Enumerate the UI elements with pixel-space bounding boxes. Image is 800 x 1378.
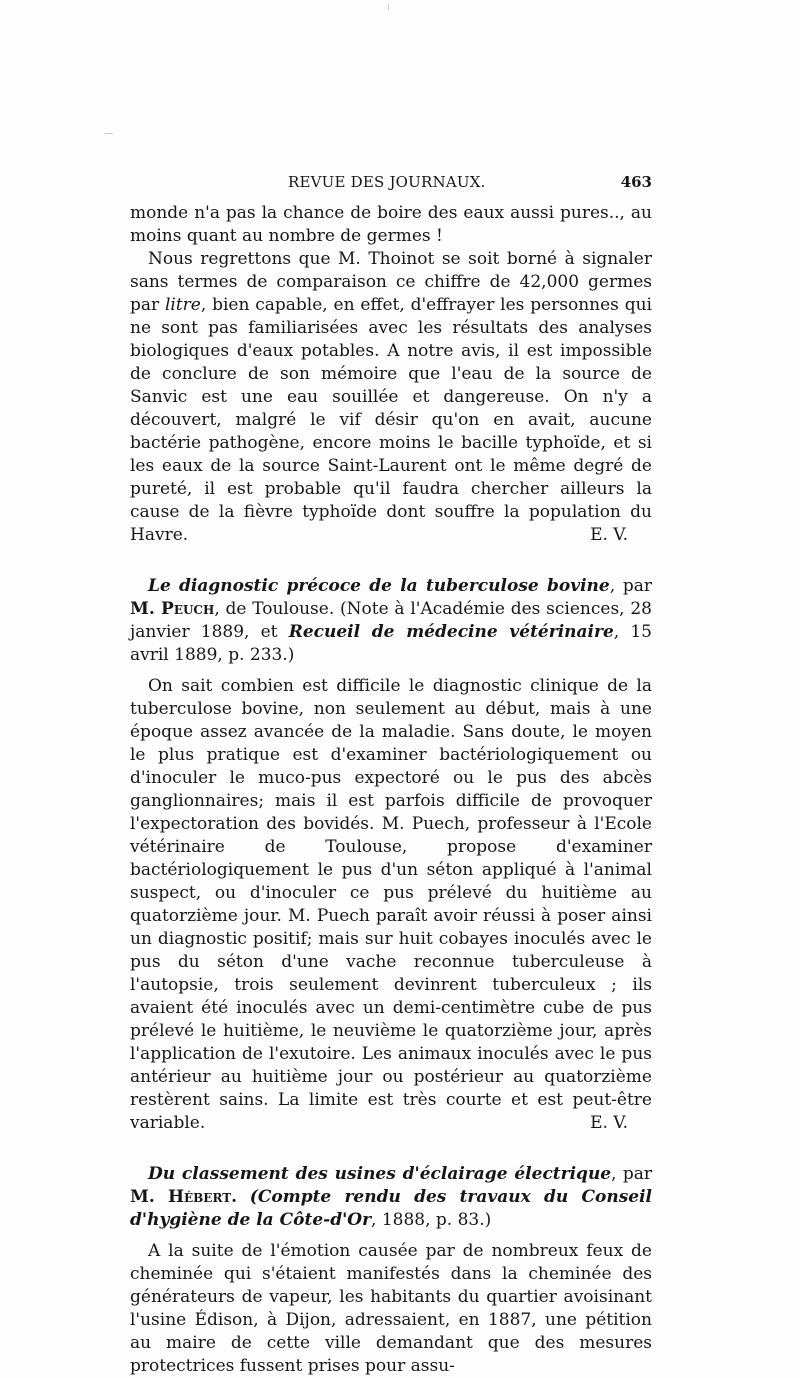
article-author: M. Hébert. xyxy=(130,1187,238,1207)
running-title: REVUE DES JOURNAUX. xyxy=(288,173,486,191)
byline-text: , par xyxy=(611,1164,652,1184)
margin-mark xyxy=(105,133,113,134)
paragraph-text: Nous regrettons que M. Thoinot se soit borné à signaler sans termes de comparaison ce chiffre de 42,000 germes par xyxy=(130,249,652,315)
signature: E. V. xyxy=(590,525,628,545)
article-heading xyxy=(130,575,652,667)
page-body xyxy=(130,202,652,1378)
paragraph: A la suite de l'émotion causée par de nombreux feux de cheminée qui s'étaient manifestés dans la cheminée des générateurs de vapeur, les habitants du quartier avoisinant l'usine Édison, à Dijon, adressaient, en 1887, une pétition au maire de cette ville demandant que des mesures protectrices fussent prises pour assu- xyxy=(130,1241,652,1376)
article-heading xyxy=(130,1163,652,1232)
article-title: Du classement des usines d'éclairage électrique xyxy=(148,1164,612,1184)
paragraph-text: On sait combien est difficile le diagnostic clinique de la tuberculose bovine, non seulement au début, mais à une époque assez avancée de la maladie. Sans doute, le moyen le plus pratique est d'examiner bactériologiquement ou d'inoculer le muco-pus expectoré ou le pus des abcès ganglionnaires; mais il est parfois difficile de provoquer l'expectoration des bovidés. M. Puech, professeur à l'Ecole vétérinaire de Toulouse, propose d'examiner bactériologiquement le pus d'un séton appliqué à l'animal suspect, ou d'inoculer ce pus prélevé du huitième au quatorzième jour. M. Puech paraît avoir réussi à poser ainsi un diagnostic positif; mais sur huit cobayes inoculés avec le pus du séton d'une vache reconnue tuberculeuse à l'autopsie, trois seulement devinrent tuberculeux ; ils avaient été inoculés avec un demi-centimètre cube de pus prélevé le huitième, le neuvième le quatorzième jour, après l'application de l'exutoire. Les animaux inoculés avec le pus antérieur au huitième jour ou postérieur au quatorzième restèrent sains. La limite est très courte et est peut-être variable. xyxy=(130,676,652,1133)
paragraph-text: , bien capable, en effet, d'effrayer les personnes qui ne sont pas familiarisées avec les résultats des analyses biologiques d'eaux potables. A notre avis, il est impossible de conclure de son mémoire que l'eau de la source de Sanvic est une eau souillée et dangereuse. On n'y a découvert, malgré le vif désir qu'on en avait, aucune bactérie pathogène, encore moins le bacille typhoïde, et si les eaux de la source Saint-Laurent ont le même degré de pureté, il est probable qu'il faudra chercher ailleurs la cause de la fièvre typhoïde dont souffre la population du Havre. xyxy=(130,295,652,545)
journal-title: Recueil de médecine vétérinaire xyxy=(288,622,614,642)
paragraph xyxy=(130,248,652,547)
paragraph xyxy=(130,675,652,1135)
article-author: M. Peuch xyxy=(130,599,215,619)
reference-text: , de Toulouse. (Note à l'Académie des sciences, 28 janvier 1889, et xyxy=(130,599,652,642)
page-number: 463 xyxy=(620,173,652,191)
source-title: (Compte rendu des travaux du Conseil d'hygiène de la Côte-d'Or xyxy=(130,1187,653,1230)
continued-paragraph: monde n'a pas la chance de boire des eaux aussi pures.., au moins quant au nombre de germes ! xyxy=(130,203,652,246)
page-header xyxy=(130,170,652,200)
margin-mark xyxy=(388,4,389,10)
byline-text: , par xyxy=(609,576,652,596)
signature: E. V. xyxy=(590,1113,628,1133)
article-title: Le diagnostic précoce de la tuberculose bovine xyxy=(148,576,610,596)
reference-text: , 15 avril 1889, p. 233.) xyxy=(130,622,652,665)
emphasis: litre xyxy=(164,295,201,315)
reference-text: , 1888, p. 83.) xyxy=(371,1210,492,1230)
